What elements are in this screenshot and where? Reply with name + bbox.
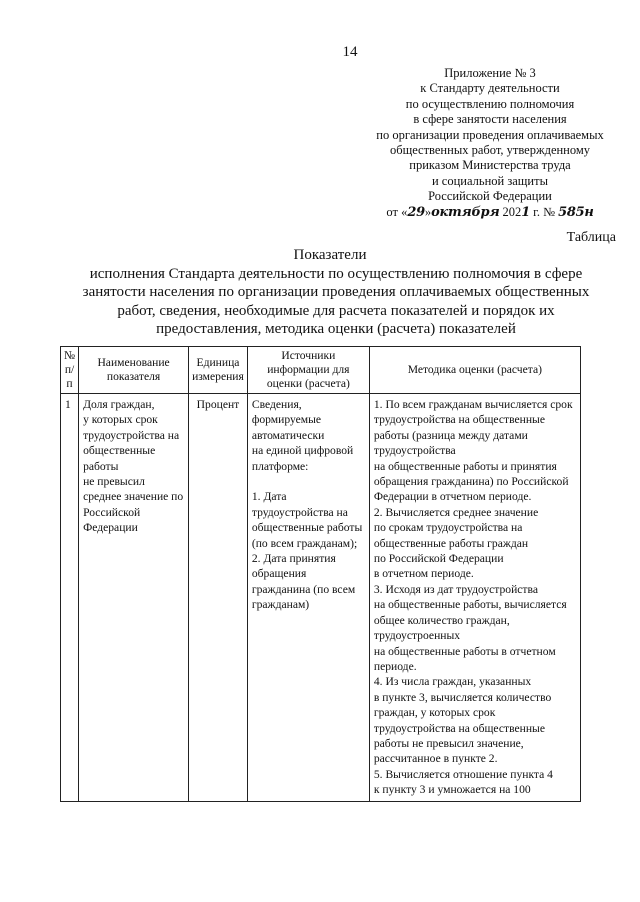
document-title: Показатели [293, 247, 367, 263]
appendix-line: и социальной защиты [431, 173, 548, 188]
page-number: 14 [342, 44, 358, 60]
appendix-line: по организации проведения оплачиваемых [376, 127, 604, 142]
order-number-prefix: г. № [530, 204, 559, 219]
order-number: 585н [558, 204, 594, 220]
order-year-prefix: 202 [499, 204, 522, 219]
table-header-row [61, 347, 581, 394]
cell-num: 1 [61, 394, 79, 802]
order-month: октября [431, 204, 500, 220]
header-method: Методика оценки (расчета) [369, 347, 580, 394]
header-sources: Источники информации для оценки (расчета) [247, 347, 369, 394]
header-name: Наименование показателя [79, 347, 189, 394]
order-quote: » [424, 204, 432, 219]
document-subtitle: исполнения Стандарта деятельности по осуществлению полномочия в сфере занятости населения по организации проведения оплачиваемых общественных работ, сведения, необходимые для расчета показателей и порядок их предоставления, методика оценки (расчета) показателей [82, 266, 590, 337]
table-row [61, 394, 581, 802]
cell-unit: Процент [189, 394, 248, 802]
appendix-line: к Стандарту деятельности [420, 81, 560, 96]
order-day: 29 [407, 204, 425, 220]
appendix-line: Приложение № 3 [444, 66, 536, 80]
appendix-line: по осуществлению полномочия [405, 96, 575, 111]
order-date-line [360, 205, 620, 220]
appendix-line: Российской Федерации [428, 189, 552, 204]
cell-sources: Сведения, формируемые автоматически на единой цифровой платформе: 1. Дата трудоустройства на общественные работы (по всем гражданам); 2. Дата принятия обращения гражданина (по всем гражданам) [247, 394, 369, 802]
header-unit: Единица измерения [189, 347, 248, 394]
table-label: Таблица [566, 230, 616, 245]
appendix-line: приказом Министерства труда [409, 158, 571, 173]
indicators-table [60, 346, 581, 802]
order-prefix: от « [386, 204, 408, 219]
appendix-block [360, 66, 620, 220]
cell-method: 1. По всем гражданам вычисляется срок трудоустройства на общественные работы (разница между датами трудоустройства на общественные работы и принятия обращения гражданина) по Российской Федерации в отчетном периоде. 2. Вычисляется среднее значение по срокам трудоустройства на общественные работы граждан по Российской Федерации в отчетном периоде. 3. Исходя из дат трудоустройства на общественные работы, вычисляется общее количество граждан, трудоустроенных на общественные работы в отчетном периоде. 4. Из числа граждан, указанных в пункте 3, вычисляется количество граждан, у которых срок трудоустройства на общественные работы не превысил значение, рассчитанное в пункте 2. 5. Вычисляется отношение пункта 4 к пункту 3 и умножается на 100 [369, 394, 580, 802]
order-year-digit: 1 [521, 204, 531, 220]
appendix-line: общественных работ, утвержденному [389, 143, 591, 158]
cell-name: Доля граждан, у которых срок трудоустройства на общественные работы не превысил среднее значение по Российской Федерации [79, 394, 189, 802]
appendix-line: в сфере занятости населения [413, 112, 567, 127]
header-num: № п/ п [61, 347, 79, 394]
